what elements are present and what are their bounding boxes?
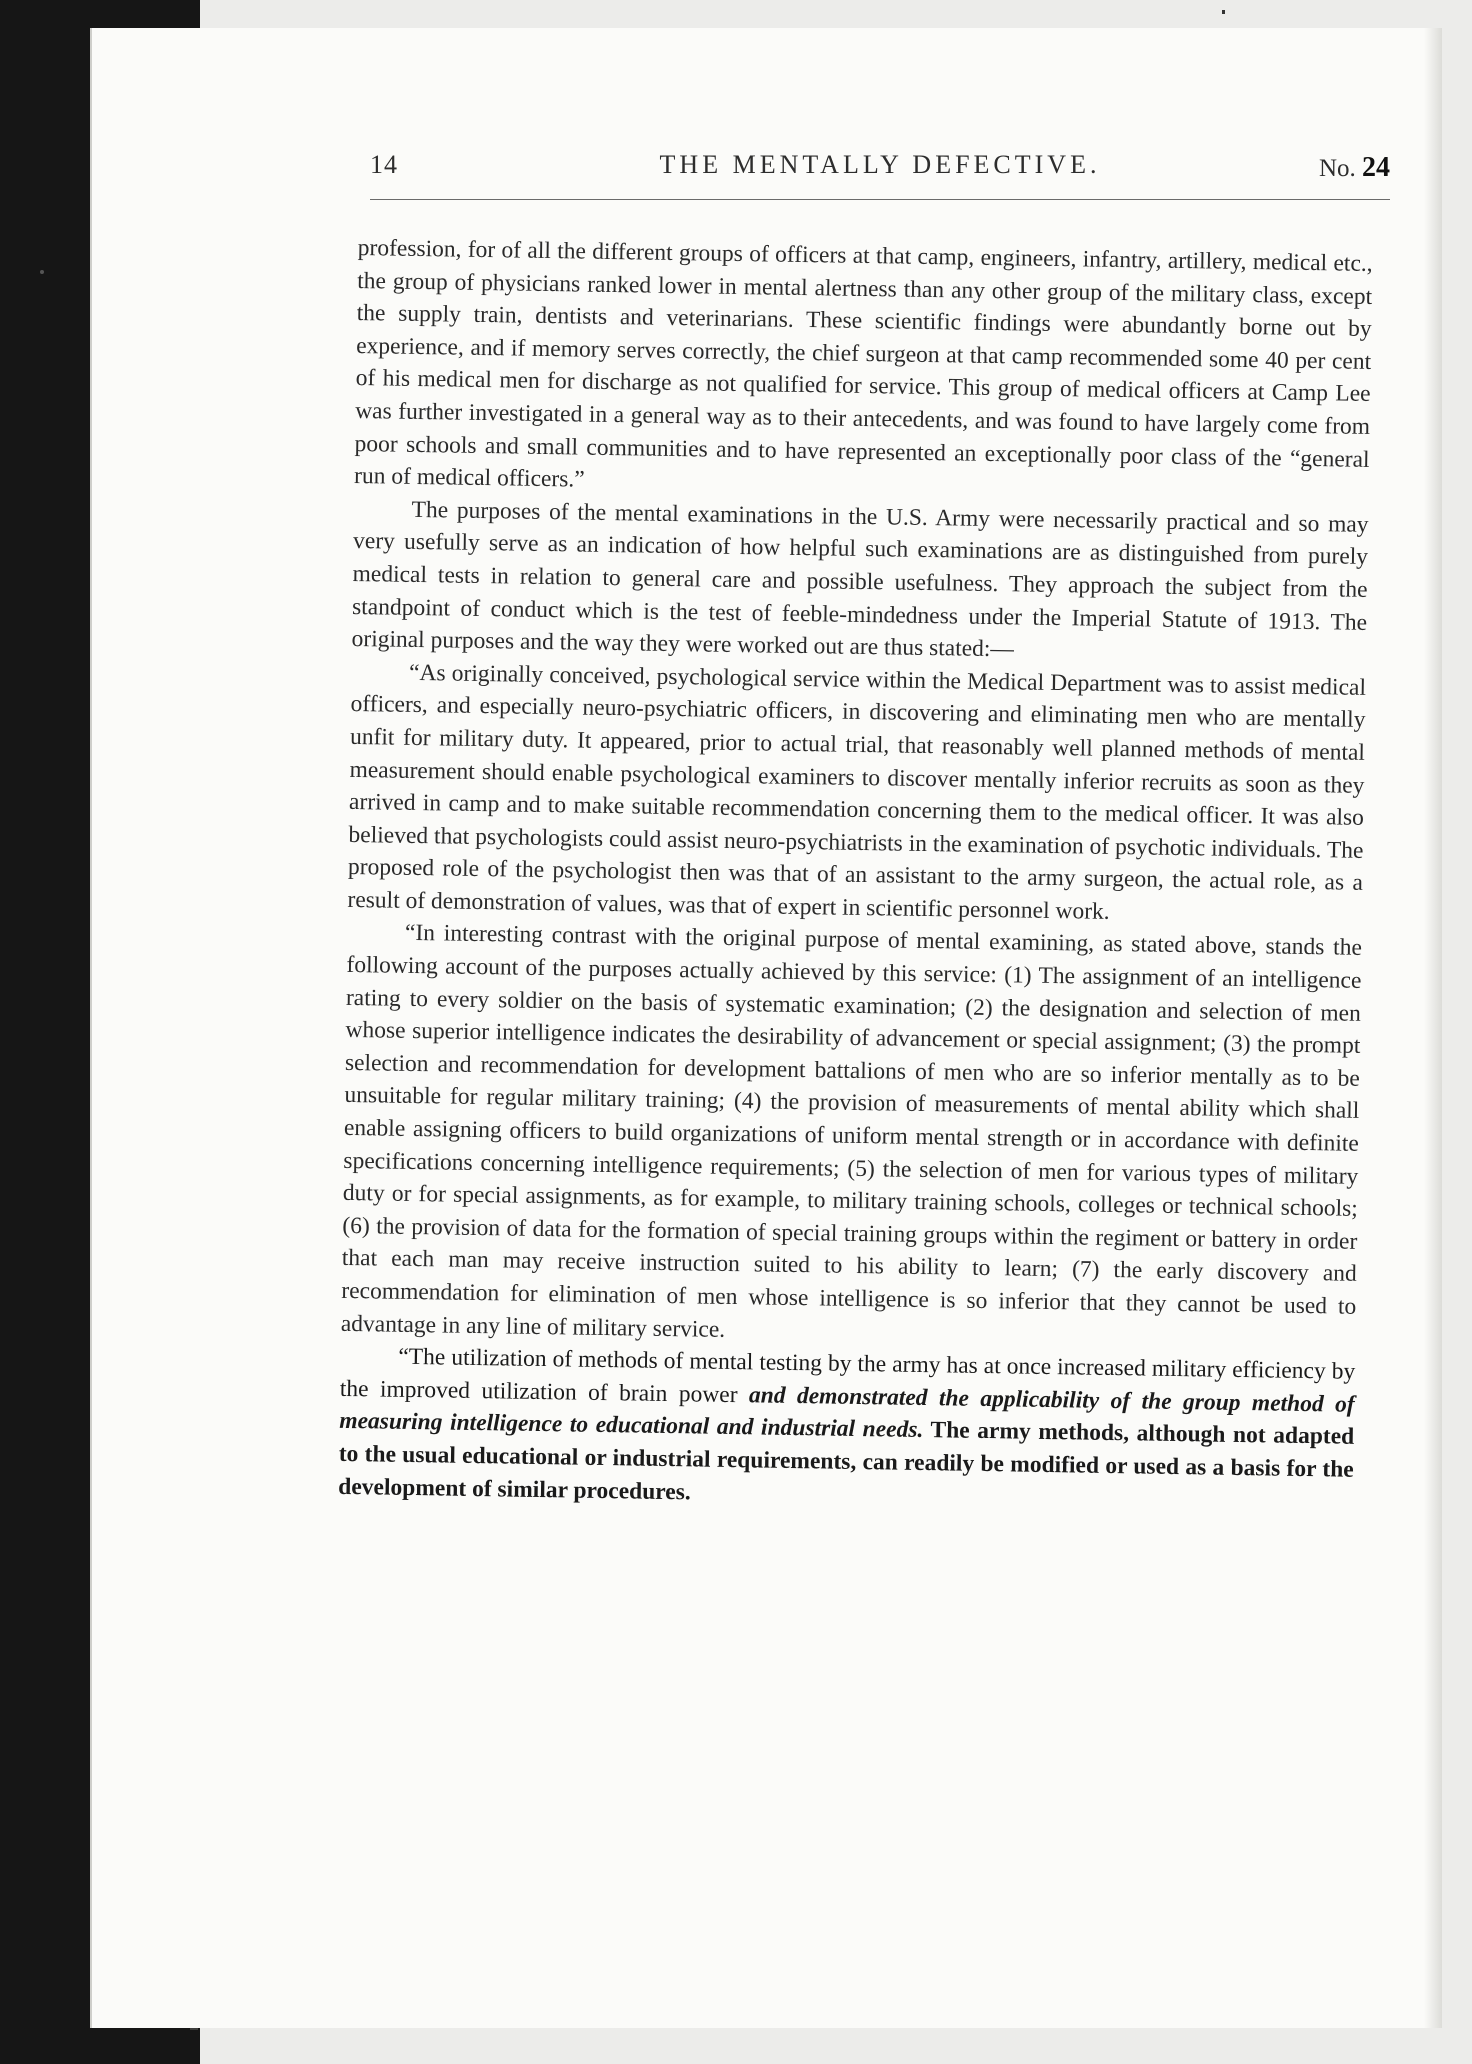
utilization-lead: “The utilization of methods of mental testing by the army has at once increased military efficiency by the improved utilization of brain power <box>339 1343 1356 1408</box>
body-text <box>338 232 1373 1519</box>
issue-prefix: No. <box>1318 155 1356 182</box>
paragraph-continued: profession, for of all the different groups of officers at that camp, engineers, infantry, artillery, medical etc., the group of physicians ranked lower in mental alertness than any other group of the military class, except the supply train, dentists and veterinarians. These scientific findings were abundantly borne out by experience, and if memory serves correctly, the chief surgeon at that camp recommended some 40 per cent of his medical men for discharge as not qualified for service. This group of medical officers at Camp Lee was further investigated in a general way as to their antecedents, and was found to have largely come from poor schools and small communities and to have represented an exceptionally poor class of the “general run of medical officers.” <box>353 234 1373 493</box>
header-rule <box>370 199 1390 200</box>
paragraph-quote-utilization <box>338 1340 1355 1519</box>
page-header <box>370 150 1390 200</box>
running-title: THE MENTALLY DEFECTIVE. <box>659 150 1101 179</box>
margin-speck <box>40 270 44 274</box>
paragraph-quote-contrast: “In interesting contrast with the original purpose of mental examining, as stated above, stands the following account of the purposes actually achieved by this service: (1) The assignment of an intelligence rating to every soldier on the basis of systematic examination; (2) the designation and selection of men whose superior intelligence indicates the desirability of advancement or special assignment; (3) the prompt selection and recommendation for development battalions of men who are so inferior mentally as to be unsuitable for regular military training; (4) the provision of measurements of mental ability which shall enable assigning officers to build organizations of uniform mental strength or in accordance with definite specifications concerning intelligence requirements; (5) the selection of men for various types of military duty or for special assignments, as for example, to military training schools, colleges or technical schools; (6) the provision of data for the formation of special training groups within the regiment or battery in order that each man may receive instruction suited to his ability to learn; (7) the early discovery and recommendation for elimination of men whose intelligence is so inferior that they cannot be used to advantage in any line of military service. <box>340 920 1363 1343</box>
paragraph-purposes: The purposes of the mental examinations in the U.S. Army were necessarily practical and so may very usefully serve as an indication of how helpful such examinations are as distinguished from purely medical tests in relation to general care and possible usefulness. They approach the subject from the standpoint of conduct which is the test of feeble-mindedness under the Imperial Statute of 1913. The original purposes and the way they were worked out are thus stated:— <box>351 496 1369 663</box>
utilization-tail: The army methods, although not adapted to the usual educational or industrial requirements, can readily be modified or used as a basis for the development of similar procedures. <box>338 1417 1355 1505</box>
page-number: 14 <box>370 150 398 179</box>
paragraph-quote-originally-conceived: “As originally conceived, psychological service within the Medical Department was to assist medical officers, and especially neuro-psychiatric officers, in discovering and eliminating men who are mentally unfit for military duty. It appeared, prior to actual trial, that reasonably well planned methods of mental measurement should enable psychological examiners to discover mentally inferior recruits as soon as they arrived in camp and to make suitable recommendation concerning them to the medical officer. It was also believed that psychologists could assist neuro-psychiatrists in the examination of psychotic individuals. The proposed role of the psychologist then was that of an assistant to the army surgeon, the actual role, as a result of demonstration of values, was that of expert in scientific personnel work. <box>347 659 1367 925</box>
utilization-italic: and demonstrated the applicability of the group method of measuring intelligence to educational and industrial needs. <box>339 1382 1355 1444</box>
page-fold-shadow <box>1424 28 1442 2028</box>
issue-number: 24 <box>1362 152 1390 183</box>
scan-speck <box>1222 10 1225 14</box>
issue-label <box>1319 152 1390 184</box>
